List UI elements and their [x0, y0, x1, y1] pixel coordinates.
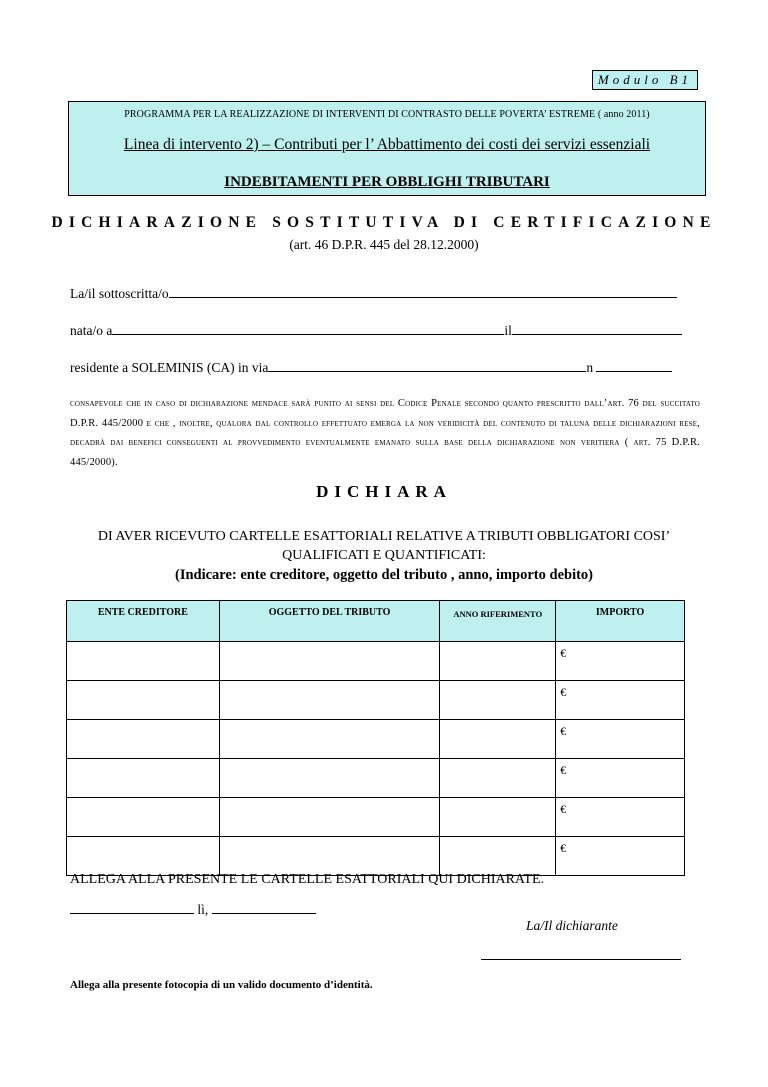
ente-cell[interactable] — [67, 798, 220, 837]
program-title: PROGRAMMA PER LA REALIZZAZIONE DI INTERVENTI DI CONTRASTO DELLE POVERTA’ ESTREME ( anno 2011) — [124, 109, 650, 120]
debts-table — [66, 600, 685, 876]
aver-ricevuto-line1: DI AVER RICEVUTO CARTELLE ESATTORIALI RELATIVE A TRIBUTI OBBLIGATORI COSI’ — [97, 529, 671, 544]
oggetto-cell[interactable] — [219, 681, 440, 720]
house-number-field[interactable] — [596, 359, 672, 372]
n-label: n — [586, 360, 594, 375]
table-header-row — [67, 601, 685, 642]
anno-cell[interactable] — [440, 681, 556, 720]
header-importo: IMPORTO — [556, 601, 685, 642]
ente-cell[interactable] — [67, 720, 220, 759]
modulo-label: Modulo B1 — [592, 70, 698, 90]
date-field[interactable] — [212, 901, 316, 914]
anno-cell[interactable] — [440, 759, 556, 798]
anno-cell[interactable] — [440, 837, 556, 876]
oggetto-cell[interactable] — [219, 720, 440, 759]
ente-cell[interactable] — [67, 642, 220, 681]
declaration-title: DICHIARAZIONE SOSTITUTIVA DI CERTIFICAZIONE — [51, 214, 717, 231]
aver-ricevuto-line2: QUALIFICATI E QUANTIFICATI: — [282, 548, 486, 563]
li-label: lì, — [197, 902, 209, 917]
importo-cell[interactable]: € — [556, 642, 685, 681]
nato-row — [70, 322, 682, 339]
anno-cell[interactable] — [440, 720, 556, 759]
sottoscritto-field[interactable] — [169, 285, 677, 298]
dichiarante-label: La/Il dichiarante — [526, 918, 618, 933]
importo-cell[interactable]: € — [556, 720, 685, 759]
birthplace-field[interactable] — [112, 322, 504, 335]
nato-label: nata/o a — [70, 323, 113, 338]
oggetto-cell[interactable] — [219, 837, 440, 876]
importo-cell[interactable]: € — [556, 759, 685, 798]
article-reference: (art. 46 D.P.R. 445 del 28.12.2000) — [289, 237, 479, 252]
sottoscritto-row — [70, 285, 677, 302]
place-date-row — [70, 901, 316, 918]
indebitamenti-title: INDEBITAMENTI PER OBBLIGHI TRIBUTARI — [224, 174, 550, 190]
header-anno-riferimento: ANNO RIFERIMENTO — [440, 601, 556, 642]
header-box — [68, 101, 706, 196]
table-row — [67, 681, 685, 720]
birthdate-field[interactable] — [512, 322, 682, 335]
table-row — [67, 720, 685, 759]
table-row — [67, 837, 685, 876]
il-label: il — [504, 323, 512, 338]
table-row — [67, 798, 685, 837]
linea-intervento: Linea di intervento 2) – Contributi per l’ Abbattimento dei costi dei servizi essenziali — [123, 136, 651, 153]
dichiara-heading: DICHIARA — [316, 482, 452, 501]
residente-row — [70, 359, 672, 376]
importo-cell[interactable]: € — [556, 681, 685, 720]
consapevole-paragraph: consapevole che in caso di dichiarazione mendace sarà punito ai sensi del Codice Penale secondo quanto prescritto dall’art. 76 del succitato D.P.R. 445/2000 e che , inoltre, qualora dal controllo effettuato emerga la non veridicità del contenuto di taluna delle dichiarazioni rese, decadrà dai benefici conseguenti al provvedimento eventualmente emanato sulla base della dichiarazione non veritiera ( art. 75 D.P.R. 445/2000). — [70, 398, 700, 468]
header-oggetto-tributo: OGGETTO DEL TRIBUTO — [219, 601, 440, 642]
street-field[interactable] — [268, 359, 586, 372]
place-field[interactable] — [70, 901, 194, 914]
table-row — [67, 642, 685, 681]
anno-cell[interactable] — [440, 798, 556, 837]
allega-documento-text: Allega alla presente fotocopia di un valido documento d’identità. — [70, 979, 373, 991]
oggetto-cell[interactable] — [219, 798, 440, 837]
importo-cell[interactable]: € — [556, 798, 685, 837]
ente-cell[interactable] — [67, 759, 220, 798]
ente-cell[interactable] — [67, 681, 220, 720]
header-ente-creditore: ENTE CREDITORE — [67, 601, 220, 642]
ente-cell[interactable] — [67, 837, 220, 876]
anno-cell[interactable] — [440, 642, 556, 681]
sottoscritto-label: La/il sottoscritta/o — [70, 286, 169, 301]
oggetto-cell[interactable] — [219, 759, 440, 798]
oggetto-cell[interactable] — [219, 642, 440, 681]
allega-cartelle-text: ALLEGA ALLA PRESENTE LE CARTELLE ESATTORIALI QUI DICHIARATE. — [70, 872, 545, 887]
signature-line[interactable] — [481, 958, 681, 960]
table-row — [67, 759, 685, 798]
instructions: (Indicare: ente creditore, oggetto del tributo , anno, importo debito) — [174, 567, 594, 583]
residente-label: residente a SOLEMINIS (CA) in via — [70, 360, 269, 375]
importo-cell[interactable]: € — [556, 837, 685, 876]
